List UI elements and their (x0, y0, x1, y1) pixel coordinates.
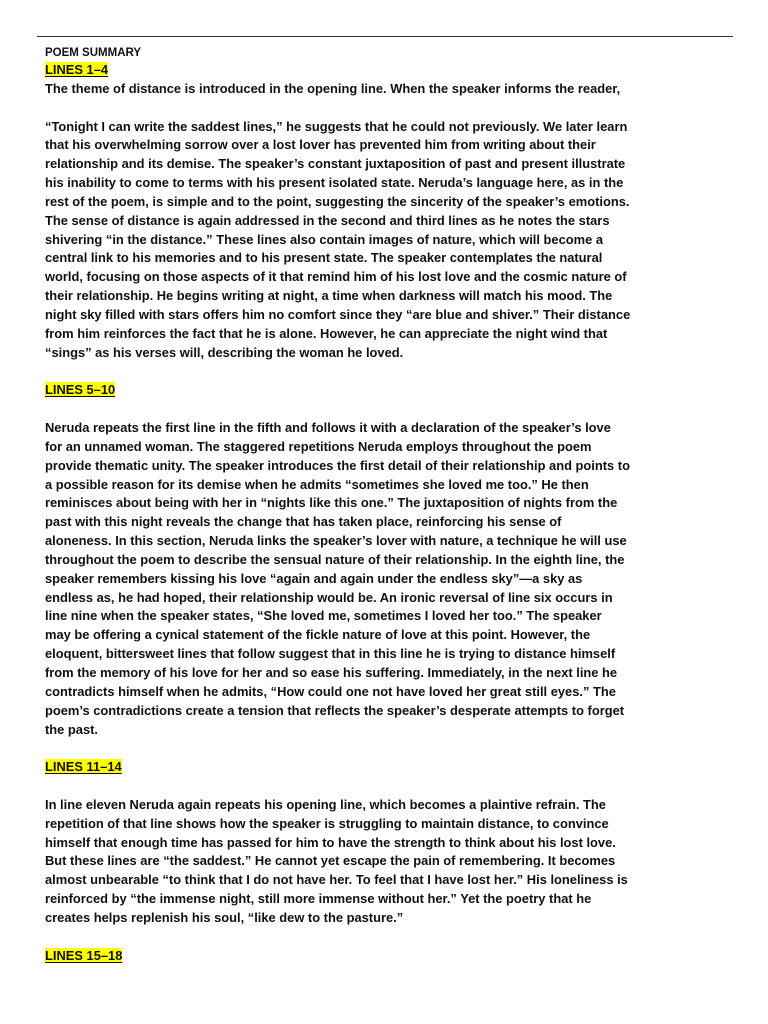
paragraph: Neruda repeats the first line in the fifth and follows it with a declaration of the speaker’s love for an unnamed woman. The staggered repetitions Neruda employs throughout the poem provide thematic unity. The speaker introduces the first detail of their relationship and points to a possible reason for its demise when he admits “sometimes she loved me too.” He then reminisces about being with her in “nights like this one.” The juxtaposition of nights from the past with this night reveals the change that has taken place, reinforcing his sense of aloneness. In this section, Neruda links the speaker’s lover with nature, a technique he will use throughout the poem to describe the sensual nature of their relationship. In the eighth line, the speaker remembers kissing his love “again and again under the endless sky”—a sky as endless as, he had hoped, their relationship would be. An ironic reversal of line six occurs in line nine when the speaker states, “She loved me, sometimes I loved her too.” The speaker may be offering a cynical statement of the fickle nature of love at this point. However, the eloquent, bittersweet lines that follow suggest that in this line he is trying to distance himself from the memory of his love for her and so ease his suffering. Immediately, in the next line he contradicts himself when he admits, “How could one not have loved her great still eyes.” The poem’s contradictions create a tension that reflects the speaker’s desperate attempts to forget the past. (45, 420, 630, 737)
page-top-rule (37, 36, 733, 37)
section-heading-text: LINES 5–10 (45, 382, 116, 398)
document-body (45, 46, 655, 966)
paragraph-gap (45, 739, 655, 758)
section-heading-lines-1-4 (45, 61, 655, 80)
paragraph-gap (45, 99, 655, 118)
paragraph: “Tonight I can write the saddest lines,” he suggests that he could not previously. We later learn that his overwhelming sorrow over a lost lover has prevented him from writing about their relationship and its demise. The speaker’s constant juxtaposition of past and present illustrate his inability to come to terms with his present isolated state. Neruda’s language here, as in the rest of the poem, is simple and to the point, suggesting the sincerity of the speaker’s emotions. The sense of distance is again addressed in the second and third lines as he notes the stars shivering “in the distance.” These lines also contain images of nature, which will become a central link to his memories and to his present state. The speaker contemplates the natural world, focusing on those aspects of it that remind him of his lost love and the cosmic nature of their relationship. He begins writing at night, a time when darkness will match his mood. The night sky filled with stars offers him no comfort since they “are blue and shiver.” Their distance from him reinforces the fact that he is alone. However, he can appreciate the night wind that “sings” as his verses will, describing the woman he loved. (45, 118, 631, 360)
paragraph-gap (45, 928, 655, 947)
section-heading-lines-5-10 (45, 381, 655, 400)
section-heading-text: LINES 1–4 (45, 62, 109, 77)
paragraph-gap (45, 777, 655, 796)
paragraph: The theme of distance is introduced in the opening line. When the speaker informs the reader, (45, 80, 621, 96)
section-heading-lines-11-14 (45, 758, 655, 777)
document-title: POEM SUMMARY (45, 47, 142, 59)
paragraph-gap (45, 400, 655, 419)
paragraph-gap (45, 363, 655, 382)
paragraph: In line eleven Neruda again repeats his opening line, which becomes a plaintive refrain. The repetition of that line shows how the speaker is struggling to maintain distance, to convince himself that enough time has passed for him to have the strength to think about his lost love. But these lines are “the saddest.” He cannot yet escape the pain of remembering. It becomes almost unbearable “to think that I do not have her. To feel that I have lost her.” His loneliness is reinforced by “the immense night, still more immense without her.” Yet the poetry that he creates helps replenish his soul, “like dew to the pasture.” (45, 796, 628, 925)
section-heading-text: LINES 15–18 (45, 947, 123, 963)
section-heading-lines-15-18 (45, 947, 655, 966)
section-heading-text: LINES 11–14 (45, 759, 122, 775)
